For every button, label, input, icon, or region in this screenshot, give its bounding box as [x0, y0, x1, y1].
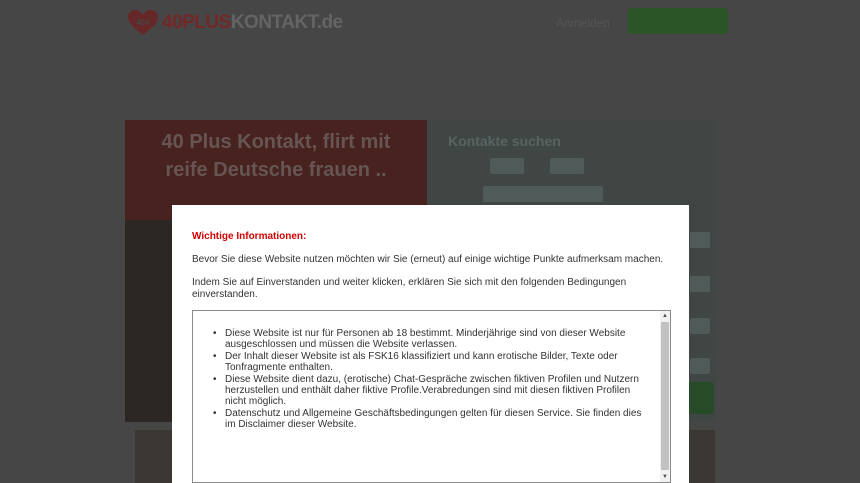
terms-item: • Datenschutz und Allgemeine Geschäftsbedingungen gelten für diesen Service. Sie finden dies im Disclaimer dieser Website.	[203, 408, 651, 430]
terms-scrollbar[interactable]	[660, 311, 670, 482]
terms-list	[203, 328, 651, 431]
modal-consent-text: Indem Sie auf Einverstanden und weiter klicken, erklären Sie sich mit den folgenden Bedingungen einverstanden.	[192, 277, 627, 300]
terms-item: • Diese Website dient dazu, (erotische) Chat-Gespräche zwischen fiktiven Profilen und Nutzern herzustellen und enthält daher fiktive Profile.Verabredungen sind mit diesen fiktiven Profilen nicht möglich.	[203, 374, 651, 407]
scroll-down-arrow-icon[interactable]: ▼	[662, 474, 668, 480]
terms-item: • Der Inhalt dieser Website ist als FSK16 klassifiziert und kann erotische Bilder, Texte oder Tonfragmente enthalten.	[203, 351, 651, 373]
svg-text:40+: 40+	[136, 18, 150, 27]
search-title: Kontakte suchen	[448, 133, 561, 149]
scrollbar-thumb[interactable]	[661, 322, 669, 470]
disclaimer-modal	[172, 205, 689, 483]
scroll-up-arrow-icon[interactable]: ▲	[662, 313, 668, 319]
login-link[interactable]: Anmelden	[556, 16, 611, 30]
logo-wordmark: 40PLUSKONTAKT.de	[162, 12, 343, 33]
terms-scroll-box[interactable]	[192, 310, 671, 483]
modal-title: Wichtige Informationen:	[192, 231, 307, 242]
hero-title-line-2: reife Deutsche frauen ..	[165, 159, 387, 181]
modal-intro-text: Bevor Sie diese Website nutzen möchten wir Sie (erneut) auf einige wichtige Punkte aufmerksam machen.	[192, 254, 664, 265]
terms-item: • Diese Website ist nur für Personen ab 18 bestimmt. Minderjährige sind von dieser Website ausgeschlossen und müssen die Website verlassen.	[203, 328, 651, 350]
hero-title-line-1: 40 Plus Kontakt, flirt mit	[161, 131, 391, 153]
